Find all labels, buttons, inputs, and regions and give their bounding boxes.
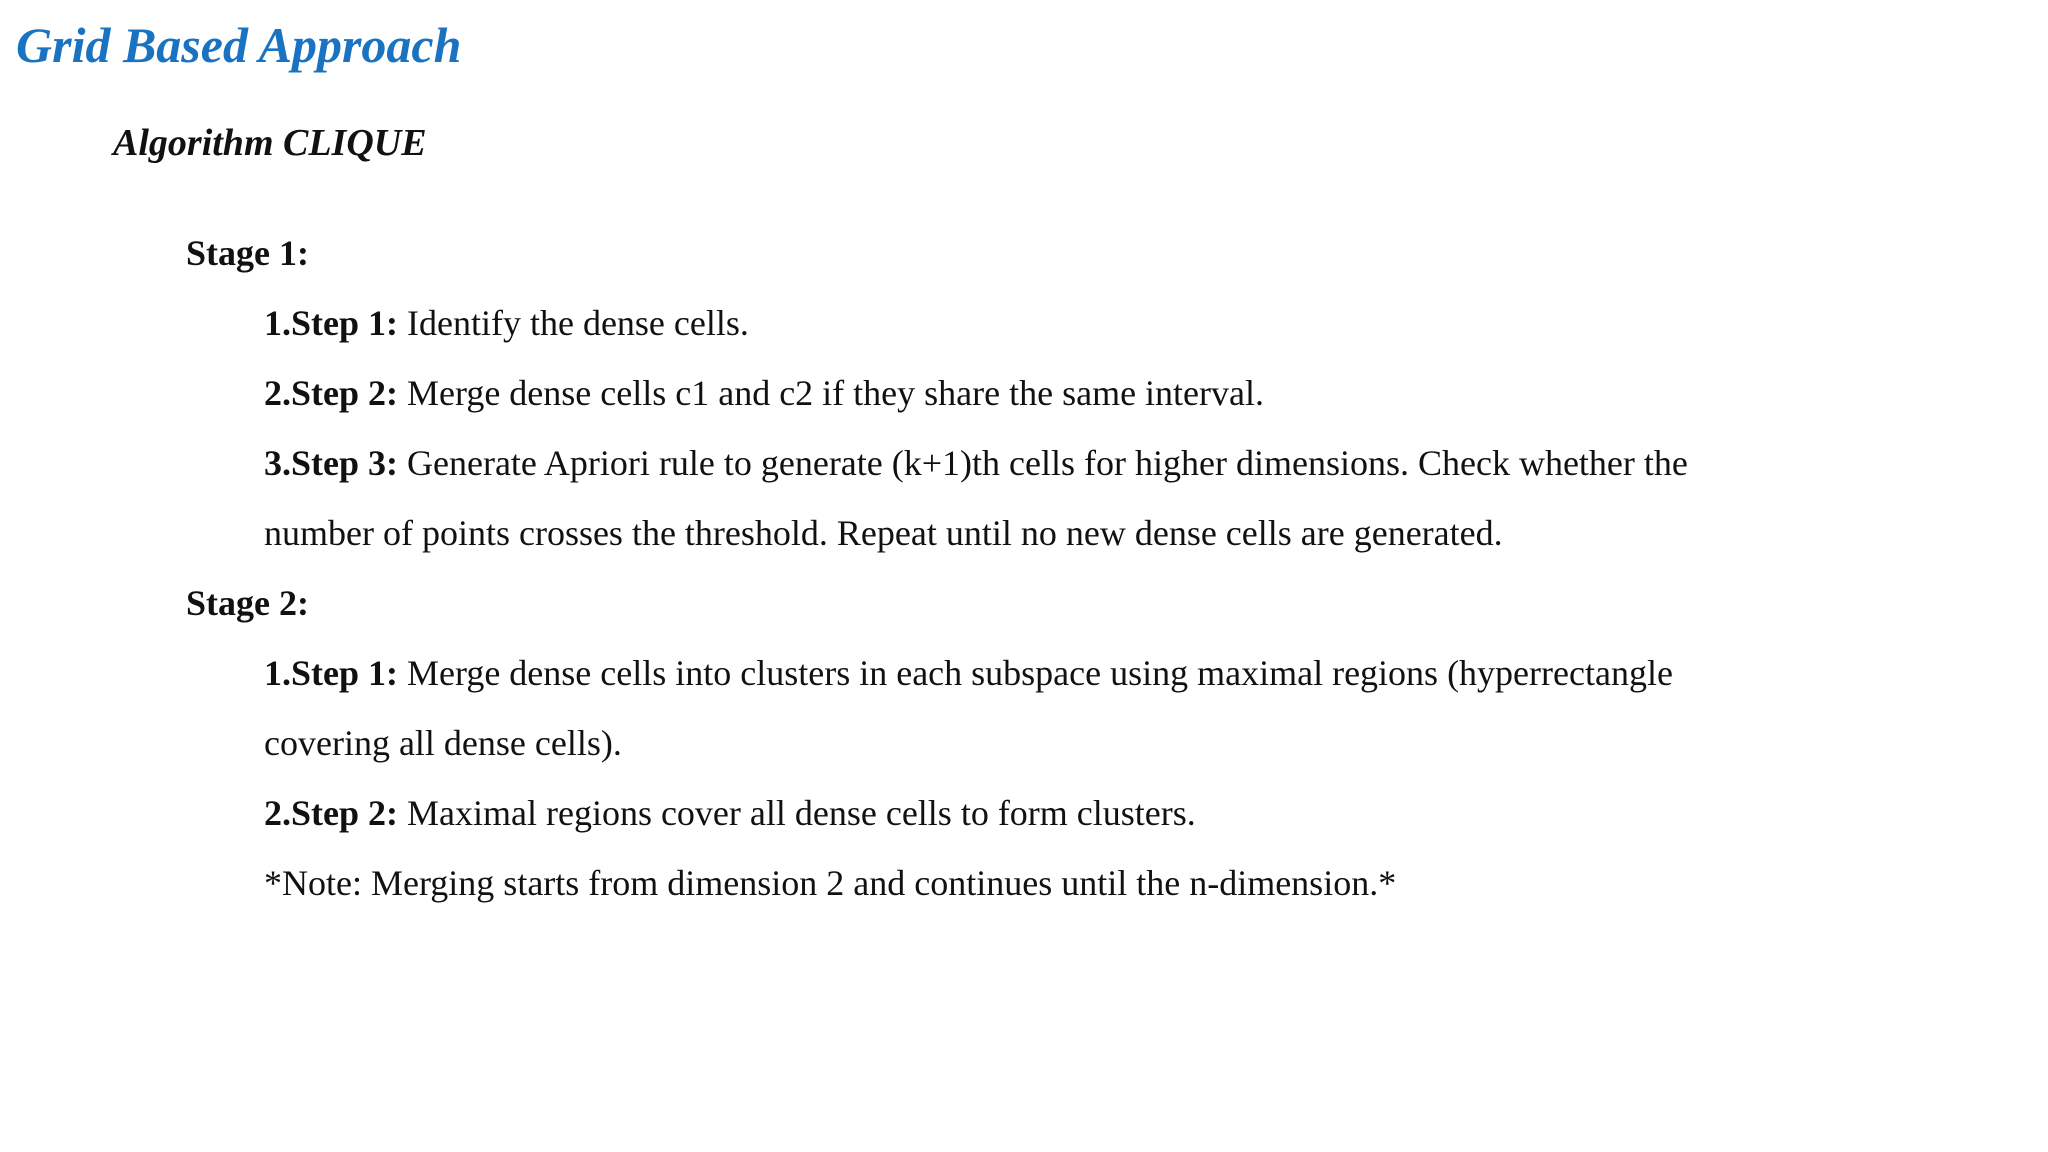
stage-1-step-1 bbox=[264, 298, 749, 348]
stage-1-step-3-continuation: number of points crosses the threshold. Repeat until no new dense cells are generated. bbox=[264, 513, 1503, 553]
step-label: 2.Step 2: bbox=[264, 373, 398, 413]
step-label: 1.Step 1: bbox=[264, 303, 398, 343]
step-text: Maximal regions cover all dense cells to form clusters. bbox=[398, 793, 1196, 833]
merging-note: *Note: Merging starts from dimension 2 and continues until the n-dimension.* bbox=[264, 863, 1397, 903]
stage-1-step-3 bbox=[264, 438, 1688, 488]
step-text: Merge dense cells c1 and c2 if they share the same interval. bbox=[398, 373, 1265, 413]
stage-1-step-2 bbox=[264, 368, 1264, 418]
stage-2-step-2 bbox=[264, 788, 1196, 838]
stage-2-step-1 bbox=[264, 648, 1673, 698]
stage-1-heading: Stage 1: bbox=[186, 233, 309, 273]
step-text: Generate Apriori rule to generate (k+1)th cells for higher dimensions. Check whether the bbox=[398, 443, 1688, 483]
step-text: Identify the dense cells. bbox=[398, 303, 749, 343]
slide-title: Grid Based Approach bbox=[16, 17, 462, 73]
step-text: Merge dense cells into clusters in each subspace using maximal regions (hyperrectangle bbox=[398, 653, 1673, 693]
stage-2-heading: Stage 2: bbox=[186, 583, 309, 623]
step-label: 2.Step 2: bbox=[264, 793, 398, 833]
stage-2-step-1-continuation: covering all dense cells). bbox=[264, 723, 622, 763]
step-label: 3.Step 3: bbox=[264, 443, 398, 483]
step-label: 1.Step 1: bbox=[264, 653, 398, 693]
algorithm-subtitle: Algorithm CLIQUE bbox=[113, 122, 427, 164]
